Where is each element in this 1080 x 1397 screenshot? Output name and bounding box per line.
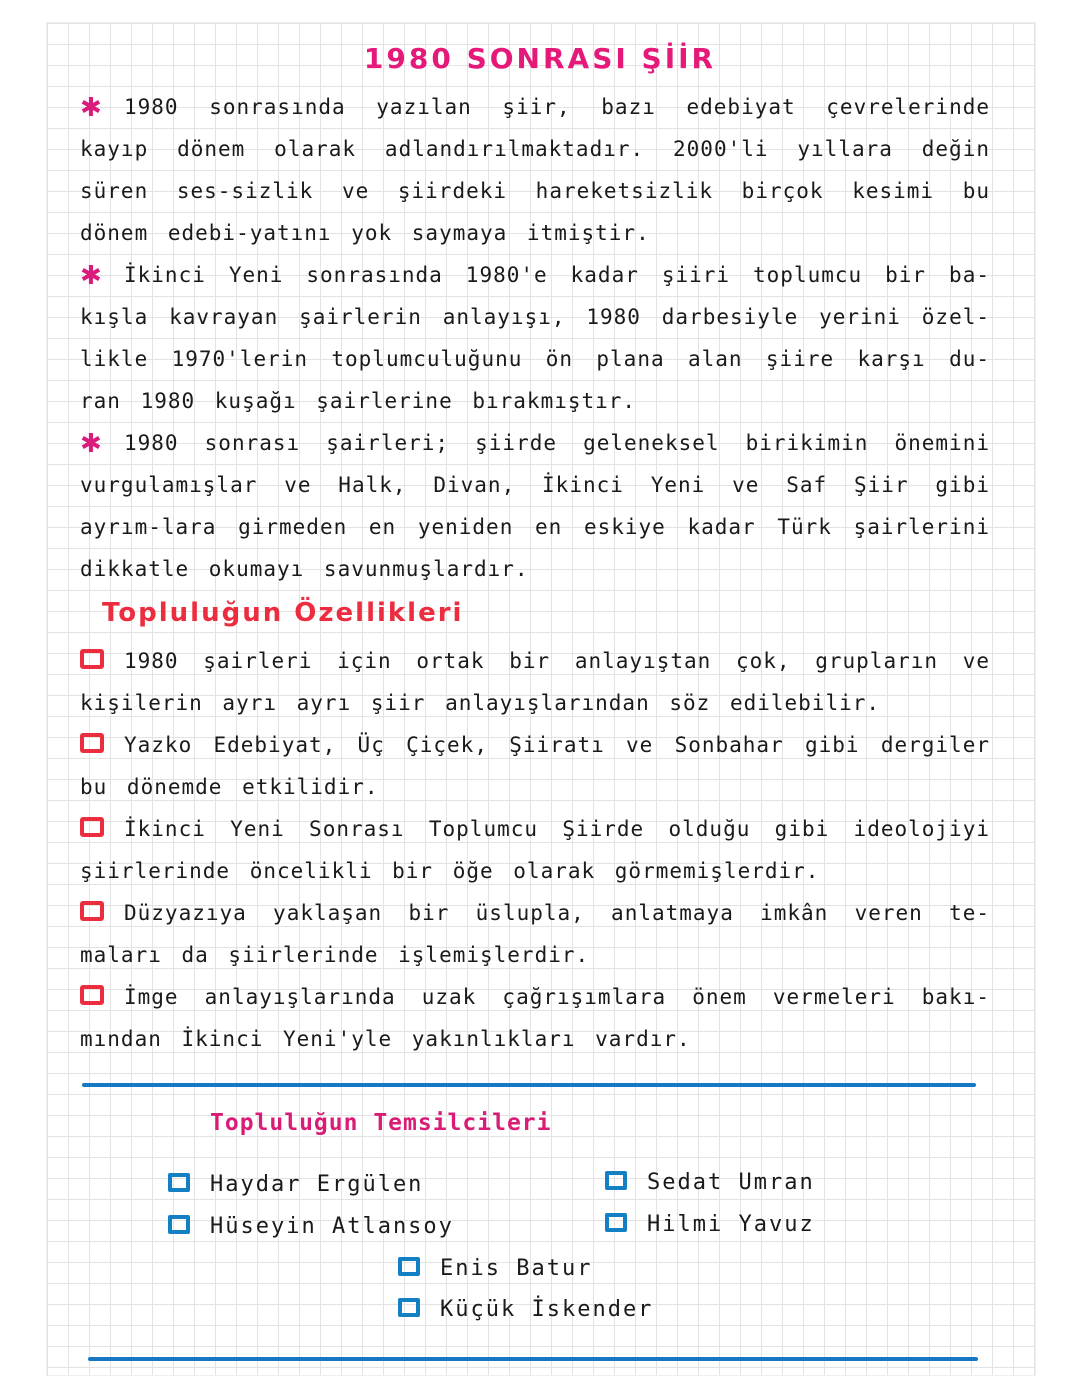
- representatives-heading: Topluluğun Temsilcileri: [210, 1110, 552, 1136]
- representative-name: Hüseyin Atlansoy: [210, 1214, 454, 1239]
- feature-text: İmge anlayışlarında uzak çağrışımlara önem vermeleri bakı-mından İkinci Yeni'yle yakınlıkları vardır.: [80, 985, 990, 1051]
- asterisk-icon: ✱: [80, 261, 103, 291]
- intro-paragraph-2: [80, 254, 990, 422]
- features-list: [80, 640, 990, 1060]
- representative-name: Enis Batur: [440, 1256, 593, 1281]
- red-square-icon: [80, 901, 104, 921]
- feature-item-5: [80, 976, 990, 1060]
- page-title: 1980 SONRASI ŞİİR: [363, 42, 717, 75]
- red-square-icon: [80, 985, 104, 1005]
- representative-name: Sedat Umran: [647, 1170, 815, 1195]
- intro-paragraph-1: [80, 86, 990, 254]
- feature-text: Düzyazıya yaklaşan bir üslupla, anlatmaya imkân veren te-maları da şiirlerinde işlemişlerdir.: [80, 901, 990, 967]
- paragraph-text: 1980 sonrası şairleri; şiirde geleneksel birikimin önemini vurgulamışlar ve Halk, Divan, İkinci Yeni ve Saf Şiir gibi ayrım-lara girmeden en yeniden en eskiye kadar Türk şairlerini dikkatle okumayı savunmuşlardır.: [80, 431, 990, 581]
- feature-item-2: [80, 724, 990, 808]
- representative-name: Haydar Ergülen: [210, 1172, 424, 1197]
- red-square-icon: [80, 733, 104, 753]
- blue-square-icon: [398, 1257, 420, 1276]
- representative-item: [605, 1170, 815, 1195]
- representative-item: [398, 1256, 592, 1281]
- representative-item: [168, 1214, 454, 1239]
- blue-square-icon: [605, 1213, 627, 1232]
- blue-square-icon: [398, 1298, 420, 1317]
- features-heading: Topluluğun Özellikleri: [102, 598, 464, 628]
- asterisk-icon: ✱: [80, 429, 103, 459]
- feature-text: İkinci Yeni Sonrası Toplumcu Şiirde olduğu gibi ideolojiyi şiirlerinde öncelikli bir öğe olarak görmemişlerdir.: [80, 817, 990, 883]
- asterisk-icon: ✱: [80, 93, 103, 123]
- blue-square-icon: [168, 1215, 190, 1234]
- red-square-icon: [80, 649, 104, 669]
- feature-item-1: [80, 640, 990, 724]
- red-square-icon: [80, 817, 104, 837]
- representative-item: [398, 1297, 653, 1322]
- feature-text: 1980 şairleri için ortak bir anlayıştan çok, grupların ve kişilerin ayrı ayrı şiir anlayışlarından söz edilebilir.: [80, 649, 990, 715]
- paragraph-text: İkinci Yeni sonrasında 1980'e kadar şiiri toplumcu bir ba-kışla kavrayan şairlerin anlayışı, 1980 darbesiyle yerini özel-likle 1970'lerin toplumculuğunu ön plana alan şiire karşı du-ran 1980 kuşağı şairlerine bırakmıştır.: [80, 263, 990, 413]
- paragraph-text: 1980 sonrasında yazılan şiir, bazı edebiyat çevrelerinde kayıp dönem olarak adlandırılmaktadır. 2000'li yıllara değin süren ses-sizlik ve şiirdeki hareketsizlik birçok kesimi bu dönem edebi-yatını yok saymaya itmiştir.: [80, 95, 990, 245]
- feature-item-4: [80, 892, 990, 976]
- divider-bottom: [88, 1357, 978, 1361]
- representative-item: [168, 1172, 423, 1197]
- representative-name: Hilmi Yavuz: [647, 1212, 815, 1237]
- feature-item-3: [80, 808, 990, 892]
- representative-name: Küçük İskender: [440, 1297, 654, 1322]
- blue-square-icon: [605, 1171, 627, 1190]
- representative-item: [605, 1212, 815, 1237]
- divider-top: [82, 1083, 976, 1087]
- blue-square-icon: [168, 1173, 190, 1192]
- feature-text: Yazko Edebiyat, Üç Çiçek, Şiiratı ve Sonbahar gibi dergiler bu dönemde etkilidir.: [80, 733, 990, 799]
- intro-paragraph-3: [80, 422, 990, 590]
